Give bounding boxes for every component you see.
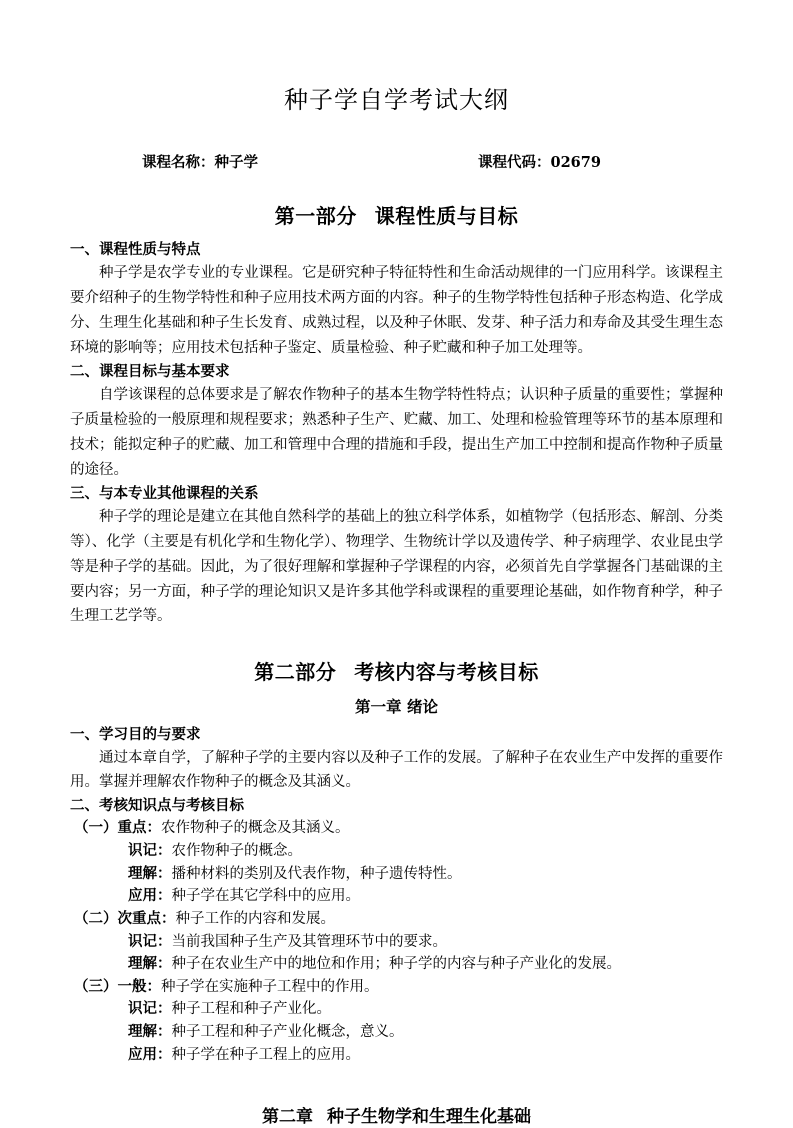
sub-item-text: 当前我国种子生产及其管理环节中的要求。 — [171, 933, 447, 950]
sub-item-text: 种子工程和种子产业化。 — [171, 1001, 331, 1018]
sub-item-text: 播种材料的类别及代表作物，种子遗传特性。 — [171, 865, 462, 882]
section-body-1: 种子学是农学专业的专业课程。它是研究种子特征特性和生命活动规律的一门应用科学。该课程主要介绍种子的生物学特性和种子应用技术两方面的内容。种子的生物学特性包括种子形态构造、化学成分、生理生化基础和种子生长发育、成熟过程，以及种子休眠、发芽、种子活力和寿命及其受生理生态环境的影响等；应用技术包括种子鉴定、质量检验、种子贮藏和种子加工处理等。 — [70, 265, 723, 356]
sub-item-text: 种子工程和种子产业化概念，意义。 — [171, 1023, 404, 1040]
sub-item-label: 识记： — [128, 932, 172, 950]
chapter-one-number: 第一章 — [355, 697, 402, 717]
part-two-heading-text: 考核内容与考核目标 — [354, 660, 539, 685]
key-point-sub-item — [70, 840, 723, 863]
key-point-sub-item — [70, 953, 723, 976]
chapter-one-section-two-heading: 二、考核知识点与考核目标 — [70, 797, 244, 815]
chapter-one-section-one-body: 通过本章自学，了解种子学的主要内容以及种子工作的发展。了解种子在农业生产中发挥的重要作用。掌握并理解农作物种子的概念及其涵义。 — [70, 749, 723, 791]
key-point-sub-item — [70, 998, 723, 1021]
key-point-sub-item — [70, 931, 723, 954]
key-point-item — [70, 908, 723, 931]
key-point-text: 农作物种子的概念及其涵义。 — [161, 820, 350, 837]
chapter-two-name: 种子生物学和生理生化基础 — [327, 1107, 531, 1128]
key-point-label: （一）重点： — [74, 819, 161, 837]
section-heading-3: 三、与本专业其他课程的关系 — [70, 484, 259, 502]
sub-item-label: 识记： — [128, 1000, 172, 1018]
key-point-label: （二）次重点： — [74, 909, 176, 927]
key-point-sub-item — [70, 863, 723, 886]
part-one-heading — [70, 203, 723, 229]
sub-item-label: 理解： — [128, 864, 172, 882]
part-two-heading — [70, 659, 723, 685]
course-name: 课程名称：种子学 — [142, 153, 258, 171]
key-point-item — [70, 817, 723, 840]
chapter-one-heading — [70, 697, 723, 717]
chapter-two-number: 第二章 — [262, 1107, 313, 1128]
sub-item-label: 识记： — [128, 842, 172, 860]
key-point-item — [70, 976, 723, 999]
key-point-sub-item — [70, 1021, 723, 1044]
sub-item-text: 种子学在种子工程上的应用。 — [171, 1046, 360, 1063]
chapter-two-heading — [70, 1106, 723, 1128]
key-point-text: 种子学在实施种子工程中的作用。 — [161, 978, 379, 995]
key-point-sub-item — [70, 1044, 723, 1067]
page-title: 种子学自学考试大纲 — [284, 86, 509, 114]
key-point-text: 种子工作的内容和发展。 — [175, 910, 335, 927]
part-one-heading-text: 课程性质与目标 — [374, 204, 519, 229]
sub-item-text: 种子学在其它学科中的应用。 — [171, 888, 360, 905]
chapter-one-section-one-heading: 一、学习目的与要求 — [70, 725, 201, 743]
sub-item-text: 农作物种子的概念。 — [171, 843, 302, 860]
section-heading-1: 一、课程性质与特点 — [70, 241, 201, 259]
part-two-heading-prefix: 第二部分 — [254, 660, 337, 685]
part-one-heading-prefix: 第一部分 — [274, 204, 357, 229]
section-body-3: 种子学的理论是建立在其他自然科学的基础上的独立科学体系，如植物学（包括形态、解剖、分类等）、化学（主要是有机化学和生物化学）、物理学、生物统计学以及遗传学、种子病理学、农业昆虫学等是种子学的基础。因此，为了很好理解和掌握种子学课程的内容，必须首先自学掌握各门基础课的主要内容；另一方面，种子学的理论知识又是许多其他学科或课程的重要理论基础，如作物育种学，种子生理工艺学等。 — [70, 508, 723, 625]
course-meta — [70, 153, 723, 173]
course-code: 课程代码：02679 — [478, 153, 601, 171]
section-heading-2: 二、课程目标与基本要求 — [70, 362, 230, 380]
sub-item-label: 应用： — [128, 887, 172, 905]
section-body-2: 自学该课程的总体要求是了解农作物种子的基本生物学特性特点；认识种子质量的重要性；掌握种子质量检验的一般原理和规程要求；熟悉种子生产、贮藏、加工、处理和检验管理等环节的基本原理和技术；能拟定种子的贮藏、加工和管理中合理的措施和手段，提出生产加工中控制和提高作物种子质量的途径。 — [70, 386, 723, 478]
sub-item-label: 应用： — [128, 1045, 172, 1063]
sub-item-label: 理解： — [128, 1022, 172, 1040]
sub-item-text: 种子在农业生产中的地位和作用；种子学的内容与种子产业化的发展。 — [171, 956, 621, 973]
key-point-label: （三）一般： — [74, 977, 161, 995]
key-point-sub-item — [70, 885, 723, 908]
sub-item-label: 理解： — [128, 955, 172, 973]
chapter-one-name: 绪论 — [406, 697, 438, 717]
